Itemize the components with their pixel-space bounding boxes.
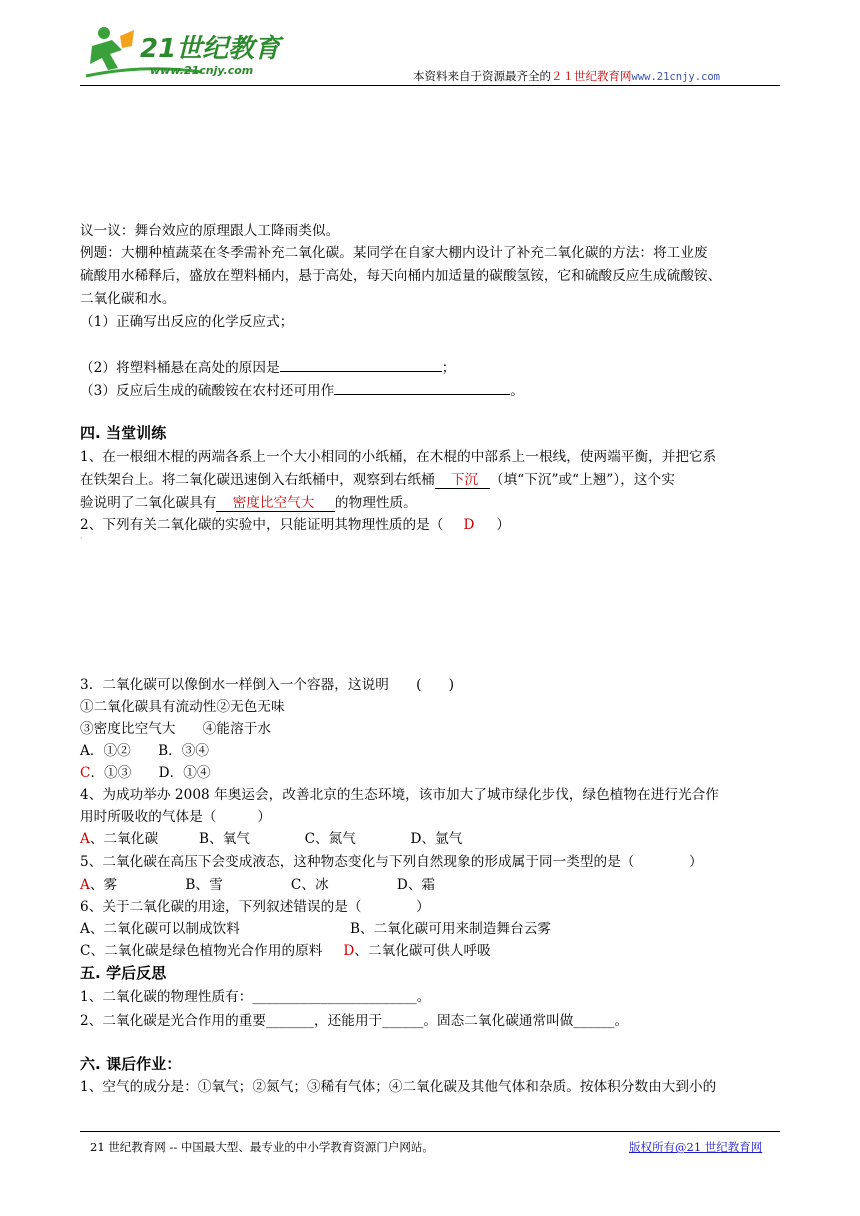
r2-blank-3[interactable]: ______ <box>573 1013 615 1029</box>
t1-3b: 的物理性质。 <box>334 495 417 511</box>
t1-line-3 <box>80 494 785 512</box>
t2a: 2、下列有关二氧化碳的实验中，只能证明其物理性质的是（ <box>80 517 444 533</box>
header-site-link[interactable]: www.21cnjy.com <box>631 71 721 83</box>
example-q2 <box>80 357 785 377</box>
t4-answer-letter: A <box>80 831 90 847</box>
r2d: 。 <box>614 1013 629 1029</box>
h1-line: 1、空气的成分是：①氧气；②氮气；③稀有气体；④二氧化碳及其他气体和杂质。按体积分数由大到小的 <box>80 1079 717 1095</box>
t2b: ） <box>496 517 511 533</box>
t5-options-text: 、雾 B、雪 C、冰 D、霜 <box>89 877 436 893</box>
q3-text: （3）反应后生成的硫酸铵在农村还可用作 <box>80 383 335 399</box>
section-6-title: 六. 课后作业： <box>80 1055 182 1073</box>
t6-line: 6、关于二氧化碳的用途，下列叙述错误的是（ ） <box>80 899 430 915</box>
header-source-name[interactable]: ２１世纪教育网 <box>551 69 632 83</box>
logo-title: 21世纪教育 <box>140 34 281 64</box>
t3-choices-cd <box>80 764 785 782</box>
t4-line-1: 4、为成功举办 2008 年奥运会，改善北京的生态环境，该市加大了城市绿化步伐，绿色植物在进行光合作 <box>80 787 719 803</box>
r1-line <box>80 988 785 1006</box>
q2-end: ； <box>441 360 456 376</box>
r2-line <box>80 1012 785 1030</box>
t5-options <box>80 876 785 894</box>
t4-line-2: 用时所吸收的气体是（ ） <box>80 809 272 825</box>
r2b: ，还能用于 <box>314 1013 383 1029</box>
r1-blank[interactable]: ________________________ <box>252 989 417 1005</box>
q3-end: 。 <box>510 383 524 399</box>
t6-d: 、二氧化碳可供人呼吸 <box>354 943 491 959</box>
t4-options-text: 、二氧化碳 B、氧气 C、氮气 D、氩气 <box>89 831 463 847</box>
t2-line <box>80 516 785 534</box>
t6-answer-letter: D <box>343 943 355 959</box>
section-5-title: 五. 学后反思 <box>80 964 167 982</box>
example-line-2: 硫酸用水稀释后，盛放在塑料桶内，悬于高处，每天向桶内加适量的碳酸氢铵，它和硫酸反应生成硫酸铵、 <box>80 268 722 284</box>
section-4-title: 四. 当堂训练 <box>80 424 167 442</box>
r1a: 1、二氧化碳的物理性质有： <box>80 989 253 1005</box>
q2-text: （2）将塑料桶悬在高处的原因是 <box>80 360 280 376</box>
r2-blank-2[interactable]: ______ <box>382 1013 424 1029</box>
r2-blank-1[interactable]: _______ <box>266 1013 315 1029</box>
t3-cd-text: ．①③ D．①④ <box>90 765 211 781</box>
t1-2b: （填“下沉”或“上翘”），这个实 <box>489 472 675 488</box>
header-source-text <box>413 68 720 84</box>
t4-options <box>80 830 785 848</box>
t3-line: 3．二氧化碳可以像倒水一样倒入一个容器，这说明 ( ) <box>80 677 455 693</box>
example-line-1: 例题：大棚种植蔬菜在冬季需补充二氧化碳。某同学在自家大棚内设计了补充二氧化碳的方法：将工业废 <box>80 245 708 261</box>
footer-copyright-link[interactable]: 版权所有@21 世纪教育网 <box>629 1140 763 1154</box>
t5-answer-letter: A <box>80 877 90 893</box>
r1b: 。 <box>416 989 431 1005</box>
t3-option-line-1: ①二氧化碳具有流动性②无色无味 <box>80 699 285 715</box>
t2-answer: D <box>463 517 475 533</box>
t6-a: A、二氧化碳可以制成饮料 <box>80 921 240 937</box>
t3-answer-letter: C <box>80 765 91 781</box>
r2a: 2、二氧化碳是光合作用的重要 <box>80 1013 267 1029</box>
header-prefix: 本资料来自于资源最齐全的 <box>413 69 551 83</box>
logo-runner-icon <box>82 24 292 84</box>
q3-blank[interactable] <box>334 380 510 395</box>
t3-option-line-2: ③密度比空气大 ④能溶于水 <box>80 721 272 737</box>
site-logo <box>82 24 292 84</box>
t3-choices-ab: A．①② B．③④ <box>80 743 210 759</box>
t6-options-cd <box>80 942 785 960</box>
discuss-text: 议一议：舞台效应的原理跟人工降雨类似。 <box>80 223 340 239</box>
footer-divider <box>80 1131 780 1132</box>
q2-blank[interactable] <box>280 357 442 372</box>
t1-line-1: 1、在一根细木棍的两端各系上一个大小相同的小纸桶，在木棍的中部系上一根线，使两端平衡，并把它系 <box>80 449 717 465</box>
t1-3a: 验说明了二氧化碳具有 <box>80 495 217 511</box>
t1-answer-1: 下沉 <box>435 472 490 489</box>
t1-line-2 <box>80 471 785 489</box>
t6-c: C、二氧化碳是绿色植物光合作用的原料 <box>80 943 323 959</box>
t6-options-ab <box>80 920 785 938</box>
t1-answer-2: 密度比空气大 <box>216 495 334 512</box>
example-line-3: 二氧化碳和水。 <box>80 291 176 307</box>
t1-2a: 在铁架台上。将二氧化碳迅速倒入右纸桶中，观察到右纸桶 <box>80 472 435 488</box>
header-divider <box>80 85 780 86</box>
t6-b: B、二氧化碳可用来制造舞台云雾 <box>349 921 552 937</box>
footer-left-text: 21 世纪教育网 -- 中国最大型、最专业的中小学教育资源门户网站。 <box>90 1140 434 1154</box>
example-q1: （1）正确写出反应的化学反应式； <box>80 314 294 330</box>
image-placeholder-mark: · <box>80 534 83 543</box>
example-q3 <box>80 380 785 400</box>
logo-url: www.21cnjy.com <box>150 64 254 77</box>
t5-line: 5、二氧化碳在高压下会变成液态，这种物态变化与下列自然现象的形成属于同一类型的是（ ） <box>80 854 703 870</box>
r2c: 。固态二氧化碳通常叫做 <box>423 1013 574 1029</box>
